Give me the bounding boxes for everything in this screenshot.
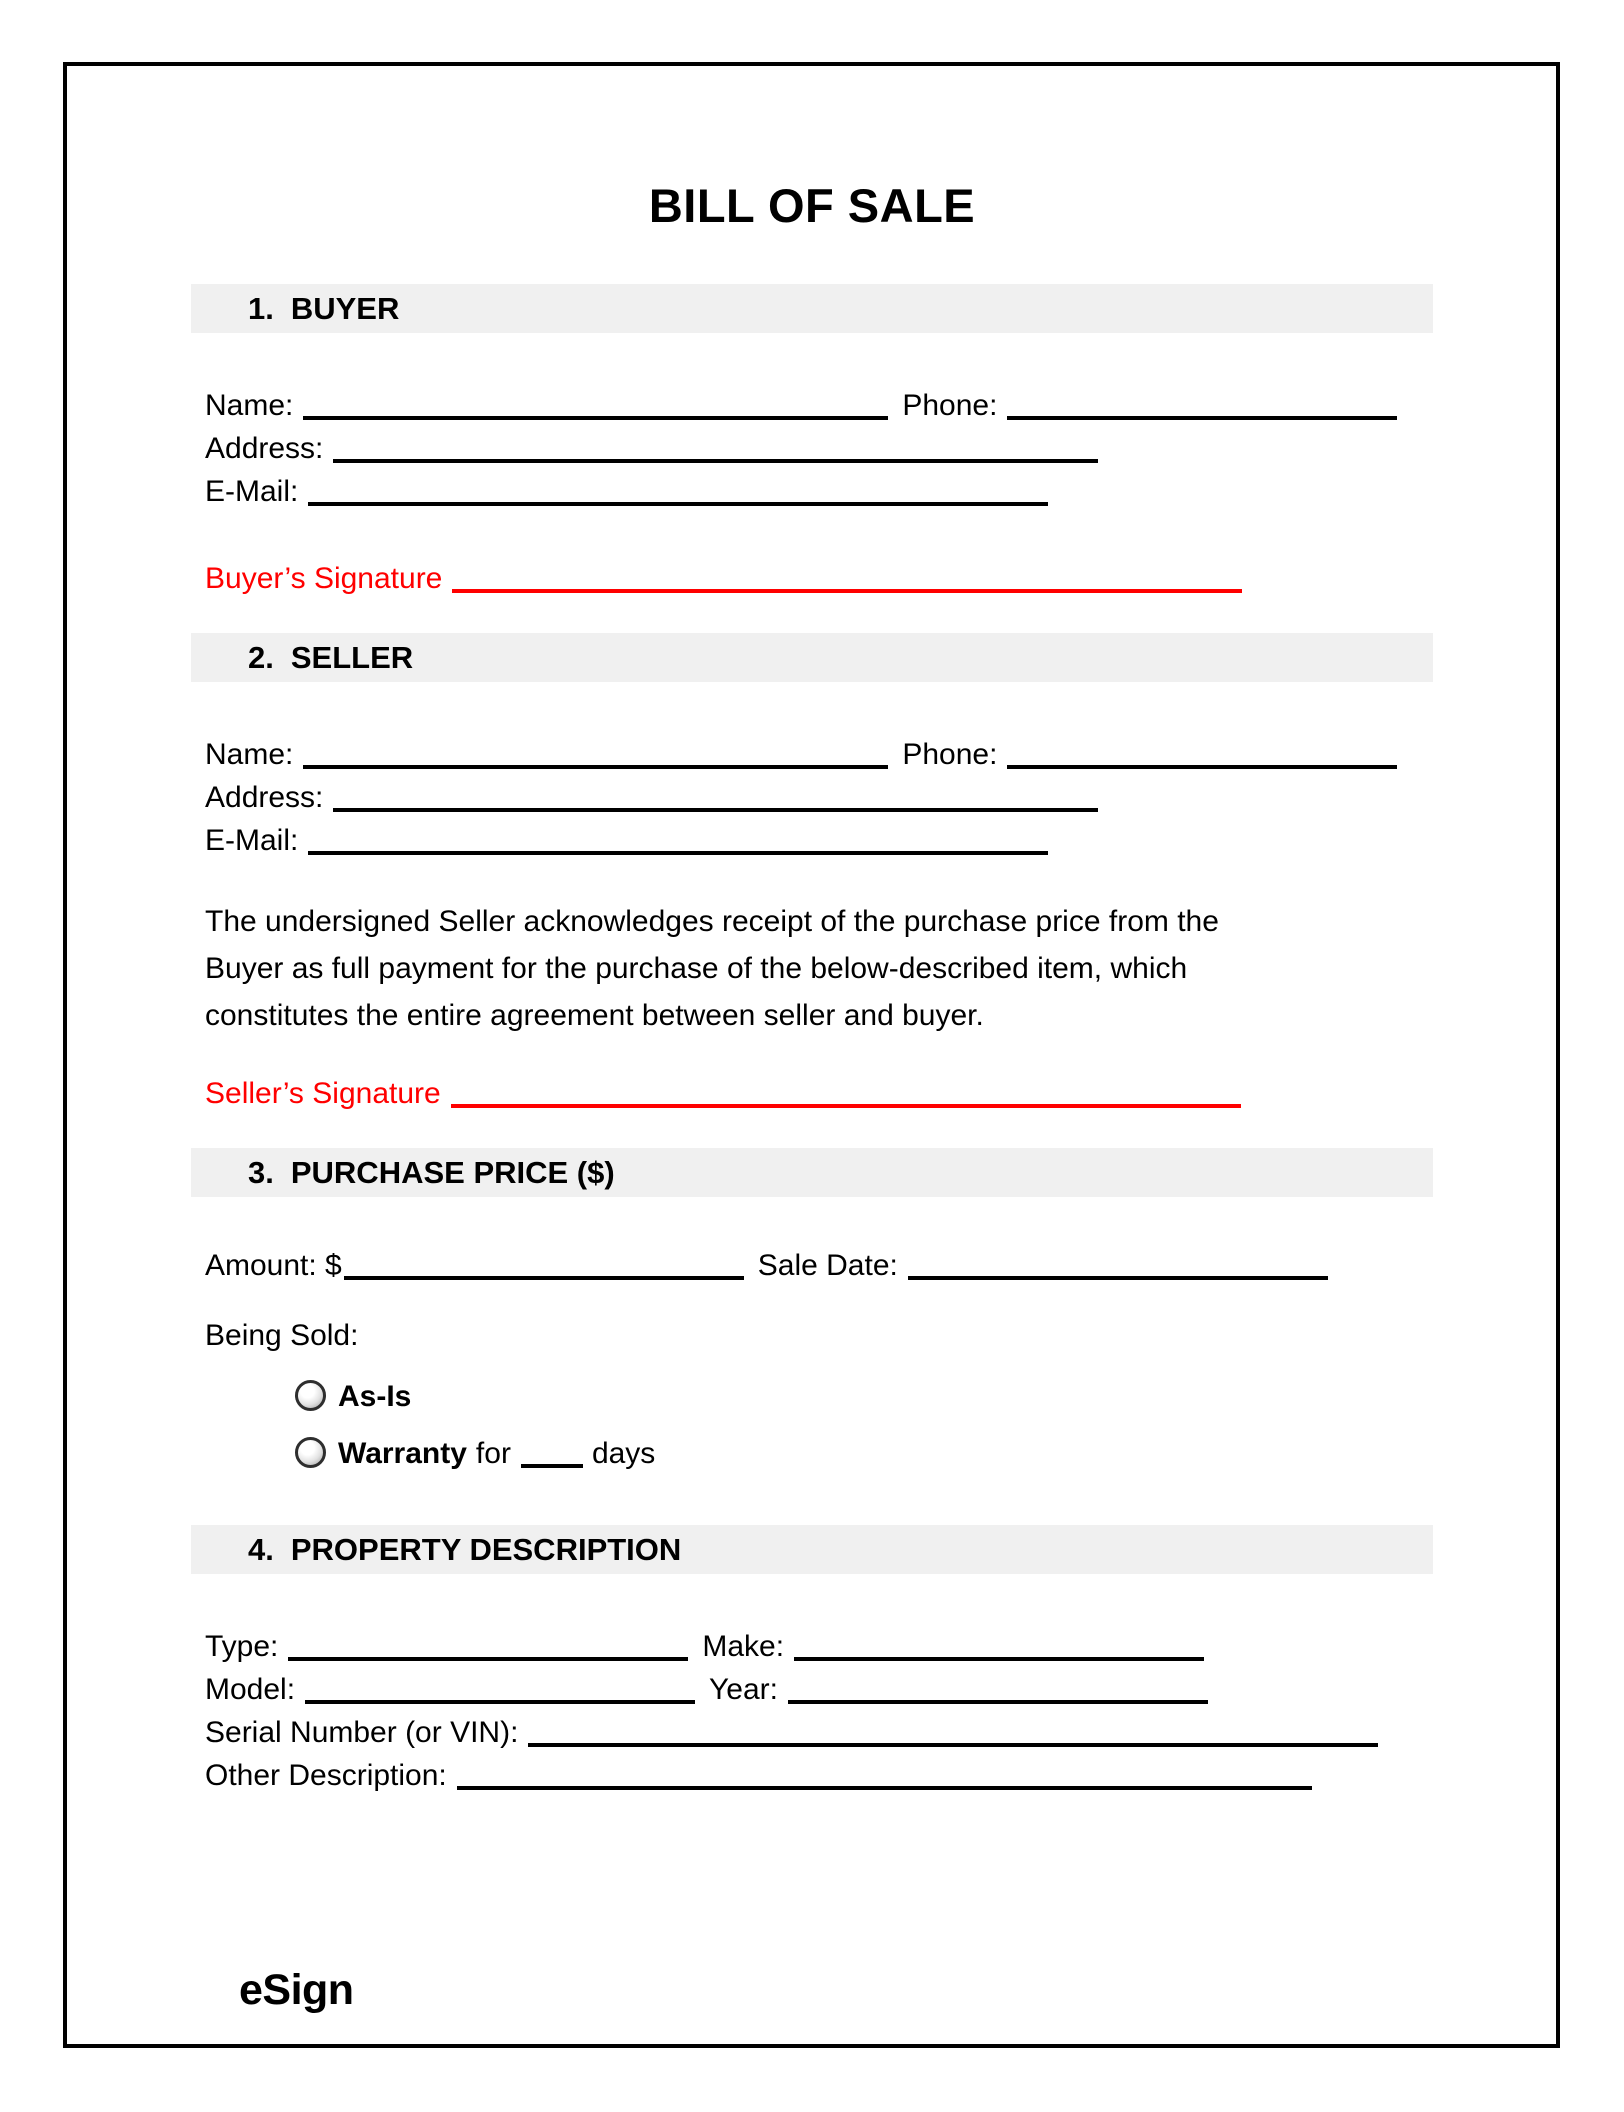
as-is-radio[interactable] [295,1380,326,1411]
section-header-purchase-price [191,1148,1433,1197]
sale-date-label: Sale Date: [757,1249,898,1282]
other-description-label: Other Description: [205,1759,447,1792]
amount-input[interactable] [344,1248,744,1280]
seller-name-phone-row [205,732,1397,773]
model-input[interactable] [305,1672,695,1704]
section-number: 3. [248,1155,274,1190]
warranty-label: Warranty [338,1437,467,1470]
buyer-signature-input[interactable] [452,561,1242,593]
section-heading: BUYER [290,291,400,326]
warranty-for-text: for [475,1437,511,1470]
section-number: 4. [248,1532,274,1567]
being-sold-label: Being Sold: [205,1319,359,1352]
warranty-days-text: days [591,1437,656,1470]
year-label: Year: [709,1673,778,1706]
buyer-email-row [205,469,1048,510]
buyer-address-label: Address: [205,432,324,465]
other-description-row [205,1753,1312,1794]
seller-signature-label: Seller’s Signature [205,1077,441,1110]
type-input[interactable] [288,1629,688,1661]
buyer-phone-label: Phone: [902,389,998,422]
serial-number-label: Serial Number (or VIN): [205,1716,519,1749]
buyer-address-row [205,426,1098,467]
seller-email-label: E-Mail: [205,824,299,857]
buyer-signature-row [205,556,1242,597]
section-heading: PURCHASE PRICE ($) [290,1155,615,1190]
as-is-option-row [295,1378,411,1416]
warranty-days-input[interactable] [521,1436,583,1468]
section-header-seller [191,633,1433,682]
seller-signature-input[interactable] [451,1076,1241,1108]
seller-phone-input[interactable] [1007,737,1397,769]
being-sold-row [205,1318,358,1354]
section-heading: PROPERTY DESCRIPTION [290,1532,682,1567]
seller-email-row [205,818,1048,859]
section-header-buyer [191,284,1433,333]
seller-name-label: Name: [205,738,294,771]
seller-acknowledgment-paragraph: The undersigned Seller acknowledges receipt of the purchase price from the Buyer as full payment for the purchase of the below-described item, which constitutes the entire agreement between seller and buyer. [205,905,1219,1032]
year-input[interactable] [788,1672,1208,1704]
seller-name-input[interactable] [303,737,888,769]
buyer-name-input[interactable] [303,388,888,420]
type-make-row [205,1624,1204,1665]
seller-phone-label: Phone: [902,738,998,771]
section-number: 1. [248,291,274,326]
model-label: Model: [205,1673,296,1706]
section-header-property-description [191,1525,1433,1574]
warranty-option-row [295,1431,655,1473]
model-year-row [205,1667,1208,1708]
seller-address-input[interactable] [333,780,1098,812]
sale-date-input[interactable] [908,1248,1328,1280]
buyer-name-label: Name: [205,389,294,422]
buyer-email-label: E-Mail: [205,475,299,508]
type-label: Type: [205,1630,279,1663]
buyer-name-phone-row [205,383,1397,424]
serial-number-row [205,1710,1378,1751]
amount-sale-date-row [205,1243,1328,1284]
amount-label: Amount: $ [205,1249,342,1282]
buyer-phone-input[interactable] [1007,388,1397,420]
other-description-input[interactable] [457,1758,1312,1790]
esign-logo: eSign [239,1966,354,2014]
serial-number-input[interactable] [528,1715,1378,1747]
seller-email-input[interactable] [308,823,1048,855]
seller-signature-row [205,1071,1241,1112]
seller-address-row [205,775,1098,816]
make-input[interactable] [794,1629,1204,1661]
buyer-address-input[interactable] [333,431,1098,463]
seller-address-label: Address: [205,781,324,814]
as-is-label: As-Is [338,1380,412,1413]
warranty-radio[interactable] [295,1437,326,1468]
buyer-email-input[interactable] [308,474,1048,506]
document-title: BILL OF SALE [648,179,976,232]
section-heading: SELLER [290,640,414,675]
buyer-signature-label: Buyer’s Signature [205,562,443,595]
section-number: 2. [248,640,274,675]
make-label: Make: [702,1630,785,1663]
